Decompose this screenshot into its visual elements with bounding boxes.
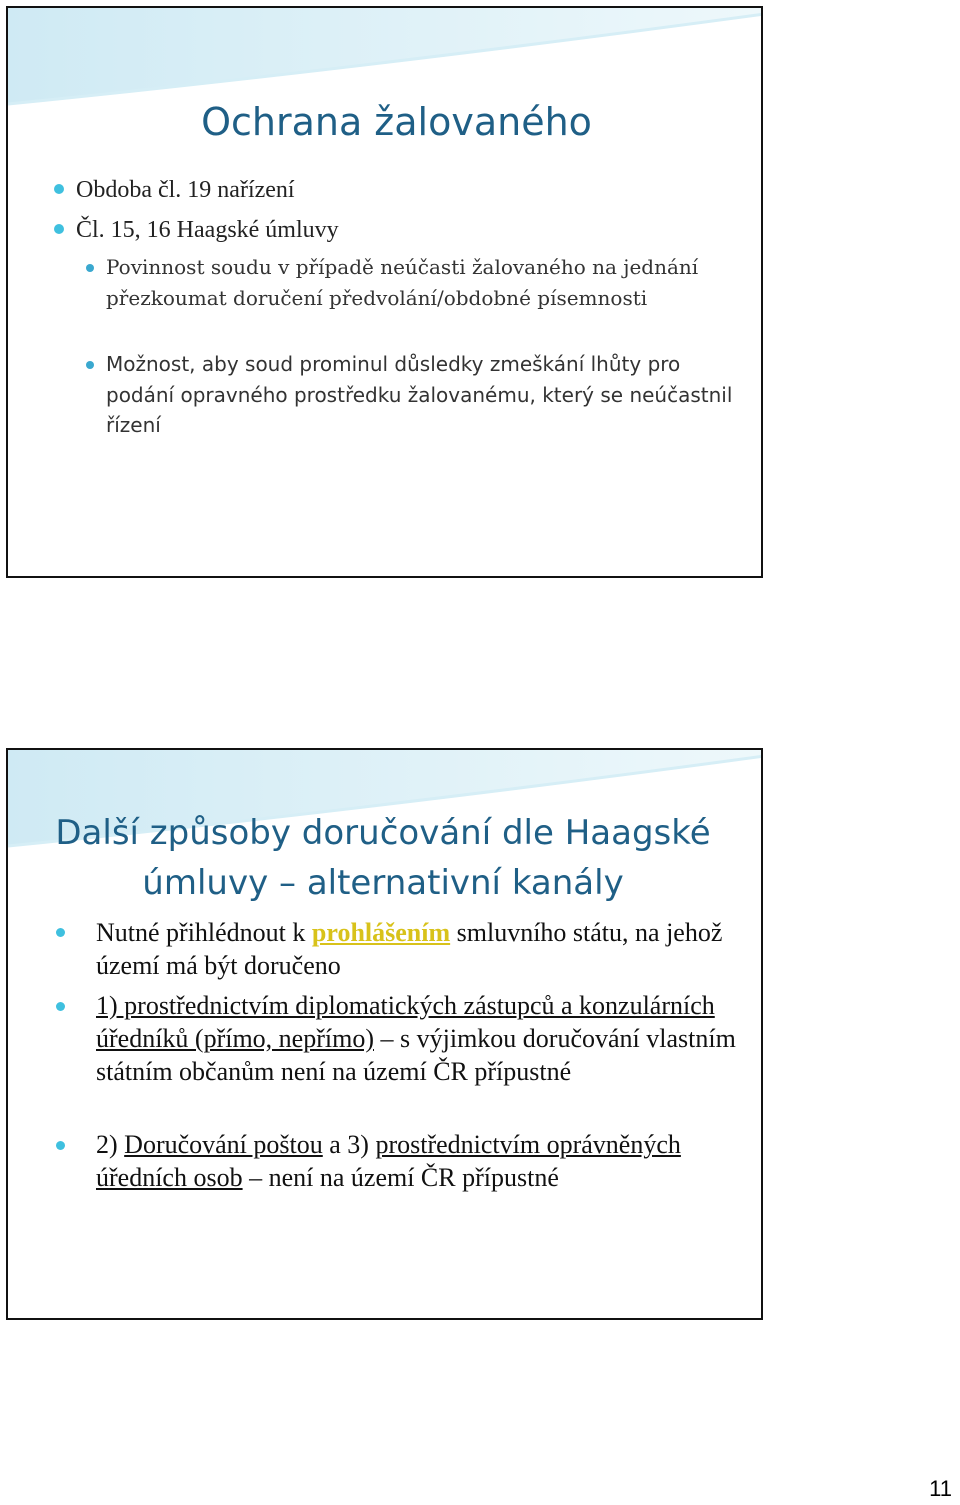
- sub-bullet-text: Možnost, aby soud prominul důsledky zmeškání lhůty pro podání opravného prostředku žalovanému, který se neúčastnil řízení: [106, 352, 733, 437]
- bullet-icon: [56, 928, 65, 937]
- page-number: 11: [929, 1476, 952, 1501]
- bullet-text: [96, 916, 736, 982]
- bullet-text: [96, 989, 736, 1088]
- slide-title-line: úmluvy – alternativní kanály: [142, 863, 624, 903]
- bullet-icon: [56, 1002, 65, 1011]
- bullet-text: Čl. 15, 16 Haagské úmluvy: [76, 217, 339, 243]
- diplomatic-channel-link[interactable]: 1) prostřednictvím diplomatických zástupců a konzulárních úředníků (přímo, nepřímo): [96, 991, 715, 1053]
- sub-bullet-icon: [86, 264, 94, 272]
- bullet-icon: [56, 1141, 65, 1150]
- slide-title: Ochrana žalovaného: [201, 100, 592, 144]
- bullet-text: [96, 1128, 736, 1194]
- bullet-icon: [54, 224, 64, 234]
- bullet-icon: [54, 184, 64, 194]
- sub-bullet-icon: [86, 361, 94, 369]
- slide-title: [38, 808, 728, 908]
- bullet-text-part: smluvního státu, na jehož území má být doručeno: [96, 918, 723, 980]
- prohlaseni-link[interactable]: prohlášením: [311, 918, 451, 947]
- postal-delivery-link[interactable]: Doručování poštou: [124, 1130, 323, 1159]
- slide-ochrana-zalovaneho: [6, 6, 763, 578]
- slide-dalsi-zpusoby: [6, 748, 763, 1320]
- bullet-text-part: 2): [96, 1130, 125, 1159]
- bullet-text: Obdoba čl. 19 nařízení: [76, 177, 295, 203]
- sub-bullet-text: Povinnost soudu v případě neúčasti žalovaného na jednání přezkoumat doručení předvolání/obdobné písemnosti: [106, 255, 699, 310]
- official-persons-link[interactable]: prostřednictvím oprávněných úředních osob: [96, 1130, 681, 1192]
- bullet-text-part: Nutné přihlédnout k: [96, 918, 312, 947]
- bullet-text-part: – s výjimkou doručování vlastním státním občanům není na území ČR přípustné: [96, 1024, 736, 1086]
- bullet-text-part: – není na území ČR přípustné: [242, 1163, 559, 1192]
- bullet-text-part: a 3): [322, 1130, 376, 1159]
- slide-title-line: Další způsoby doručování dle Haagské: [55, 813, 711, 853]
